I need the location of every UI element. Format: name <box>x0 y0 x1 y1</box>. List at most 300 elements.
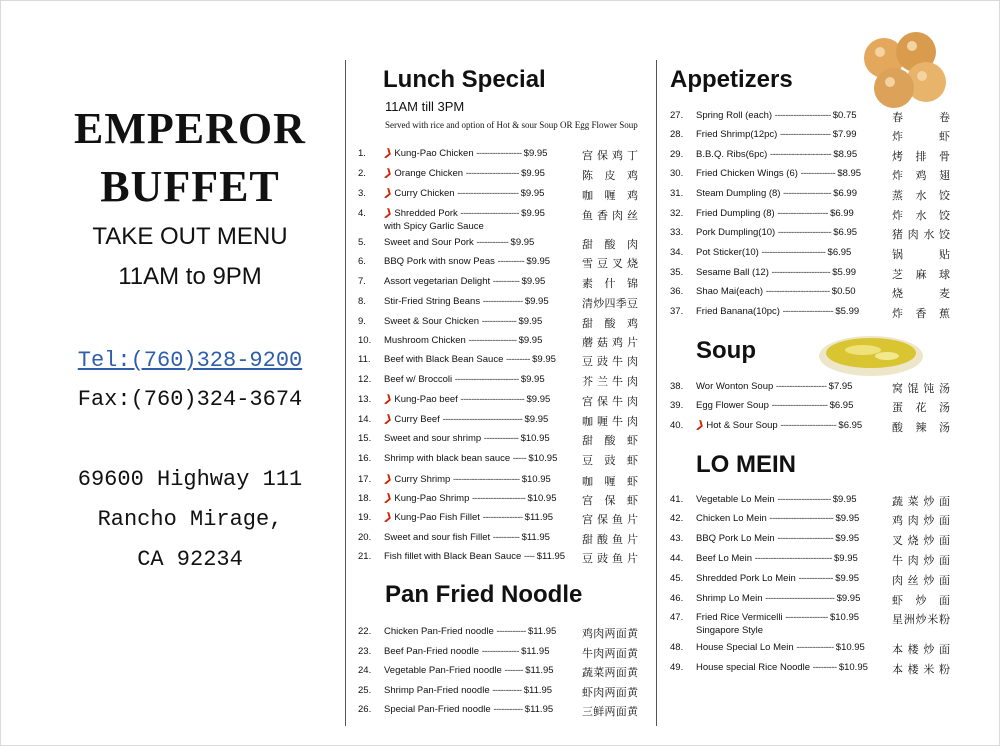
item-number: 41. <box>670 494 684 505</box>
menu-item[interactable] <box>670 494 952 512</box>
column-divider <box>345 60 346 726</box>
item-name <box>696 593 860 604</box>
item-price: $11.95 <box>536 551 566 562</box>
sesame-balls-image <box>860 30 948 112</box>
item-price: $10.95 <box>835 642 865 653</box>
item-leader-dots: --------------------- <box>777 533 836 544</box>
menu-item[interactable] <box>358 453 640 471</box>
item-chinese-name: 宫保鱼片 <box>582 514 638 526</box>
item-number: 23. <box>358 646 372 657</box>
item-leader-dots: ------------- <box>798 573 836 584</box>
item-chinese-name: 炸虾 <box>892 131 950 143</box>
phone-link[interactable]: Tel:(760)328-9200 <box>77 348 303 373</box>
item-price: $6.95 <box>827 247 852 258</box>
item-number: 8. <box>358 296 366 307</box>
lunch-special-note: Served with rice and option of Hot & sour Soup OR Egg Flower Soup <box>385 120 638 130</box>
item-number: 13. <box>358 394 372 405</box>
opening-hours: 11AM to 9PM <box>118 263 262 290</box>
lo-mein-heading: LO MEIN <box>696 451 796 478</box>
menu-item[interactable] <box>358 148 640 166</box>
item-number: 14. <box>358 414 372 425</box>
item-chinese-name: 虾炒面 <box>892 595 950 607</box>
item-price: $5.99 <box>832 267 857 278</box>
item-name <box>696 129 856 140</box>
chili-pepper-icon: ❯ <box>382 392 394 407</box>
restaurant-info <box>40 100 340 580</box>
menu-item[interactable] <box>670 513 952 531</box>
item-name-text: Sweet and Sour Pork <box>384 237 477 248</box>
menu-item[interactable] <box>670 110 952 128</box>
item-name-text: Fried Dumpling (8) <box>696 208 778 219</box>
item-chinese-name: 酸辣汤 <box>892 422 950 434</box>
item-name-text: Kung-Pao Shrimp <box>394 493 473 504</box>
item-chinese-name: 虾肉两面黄 <box>582 687 638 699</box>
menu-item[interactable] <box>670 400 952 418</box>
item-number: 19. <box>358 512 372 523</box>
menu-item[interactable] <box>358 276 640 294</box>
item-name <box>384 646 550 657</box>
menu-item[interactable] <box>358 335 640 353</box>
item-number: 20. <box>358 532 372 543</box>
item-name-text: Wor Wonton Soup <box>696 381 776 392</box>
menu-item[interactable] <box>670 208 952 226</box>
item-name <box>696 168 861 179</box>
item-leader-dots: ----------------------------- <box>754 553 835 564</box>
item-chinese-name: 炸水饺 <box>892 210 950 222</box>
menu-item[interactable] <box>670 420 952 438</box>
menu-item[interactable] <box>358 474 640 492</box>
menu-item[interactable] <box>358 206 640 232</box>
chili-pepper-icon: ❯ <box>694 418 706 433</box>
item-name-text: Beef Pan-Fried noodle <box>384 646 482 657</box>
menu-item[interactable] <box>670 306 952 324</box>
item-chinese-name: 芝麻球 <box>892 269 950 281</box>
item-number: 32. <box>670 208 684 219</box>
item-name <box>384 394 550 405</box>
item-price: $8.95 <box>837 168 862 179</box>
menu-item[interactable] <box>358 354 640 372</box>
item-name <box>696 573 859 584</box>
item-number: 10. <box>358 335 372 346</box>
chili-pepper-icon: ❯ <box>382 491 394 506</box>
item-price: $9.95 <box>510 237 535 248</box>
item-number: 16. <box>358 453 372 464</box>
item-name-text: Fried Banana(10pc) <box>696 306 783 317</box>
menu-item[interactable] <box>358 493 640 511</box>
fax-number: Fax:(760)324-3674 <box>77 387 303 412</box>
item-name-text: Fried Chicken Wings (6) <box>696 168 801 179</box>
item-name-text: Pork Dumpling(10) <box>696 227 778 238</box>
item-price: $9.95 <box>835 513 860 524</box>
menu-item[interactable] <box>358 296 640 314</box>
item-name <box>384 316 542 327</box>
item-leader-dots: ---------------------- <box>771 267 833 278</box>
item-chinese-name: 清炒四季豆 <box>582 298 638 310</box>
item-number: 43. <box>670 533 684 544</box>
menu-item[interactable] <box>358 433 640 451</box>
menu-item[interactable] <box>358 414 640 432</box>
item-chinese-name: 窝馄饨汤 <box>892 383 950 395</box>
item-name-text: Shrimp Pan-Fried noodle <box>384 685 493 696</box>
item-price: $9.95 <box>526 394 551 405</box>
item-name <box>696 267 856 278</box>
lunch-special-heading: Lunch Special <box>383 66 546 93</box>
item-chinese-name: 甜酸虾 <box>582 435 638 447</box>
item-number: 1. <box>358 148 366 159</box>
item-chinese-name: 甜酸鸡 <box>582 318 638 330</box>
item-name-text: Shrimp with black bean sauce <box>384 453 513 464</box>
item-name <box>384 685 552 696</box>
item-name <box>384 493 557 504</box>
item-name-text: House Special Lo Mein <box>696 642 797 653</box>
menu-item[interactable] <box>358 316 640 334</box>
column-divider <box>656 60 657 726</box>
item-chinese-name: 咖喱牛肉 <box>582 416 638 428</box>
item-chinese-name: 豆豉虾 <box>582 455 638 467</box>
item-chinese-name: 烤排骨 <box>892 151 950 163</box>
menu-item[interactable] <box>670 533 952 551</box>
item-leader-dots: ----------------- <box>476 148 524 159</box>
address-line2: Rancho Mirage, <box>97 507 283 532</box>
item-price: $0.50 <box>831 286 856 297</box>
item-number: 38. <box>670 381 684 392</box>
item-price: $9.95 <box>834 553 858 564</box>
item-leader-dots: -------------------- <box>777 494 833 505</box>
item-chinese-name: 蛋花汤 <box>892 402 950 414</box>
item-chinese-name: 蔬菜炒面 <box>892 496 950 508</box>
menu-item[interactable] <box>358 626 640 644</box>
item-chinese-name: 鱼香肉丝 <box>582 210 638 222</box>
chili-pepper-icon: ❯ <box>382 472 394 487</box>
item-name-text: Steam Dumpling (8) <box>696 188 784 199</box>
chili-pepper-icon: ❯ <box>382 510 394 525</box>
menu-item[interactable] <box>358 685 640 703</box>
item-leader-dots: ---------- <box>492 532 522 543</box>
item-number: 9. <box>358 316 366 327</box>
item-number: 49. <box>670 662 684 673</box>
menu-item[interactable] <box>358 532 640 550</box>
item-name-text: Curry Chicken <box>394 188 458 199</box>
item-name-text: B.B.Q. Ribs(6pc) <box>696 149 770 160</box>
item-number: 29. <box>670 149 684 160</box>
chili-pepper-icon: ❯ <box>382 186 394 201</box>
menu-item[interactable] <box>670 149 952 167</box>
item-price: $9.95 <box>518 316 543 327</box>
menu-item[interactable] <box>670 381 952 399</box>
menu-item[interactable] <box>670 612 952 636</box>
item-number: 4. <box>358 208 366 219</box>
item-chinese-name: 烧麦 <box>892 288 950 300</box>
item-name-text: Sesame Ball (12) <box>696 267 772 278</box>
item-leader-dots: ----------------------- <box>769 149 834 160</box>
item-chinese-name: 三鲜两面黄 <box>582 706 638 718</box>
soup-heading: Soup <box>696 337 756 364</box>
item-name-text: Beef Lo Mein <box>696 553 755 564</box>
item-name-text: Vegetable Lo Mein <box>696 494 778 505</box>
item-name-text: Beef w/ Broccoli <box>384 374 455 385</box>
item-name-text: Chicken Lo Mein <box>696 513 770 524</box>
item-name-text: Shredded Pork <box>394 208 461 219</box>
item-price: $11.95 <box>527 626 557 637</box>
item-price: $9.95 <box>526 256 551 267</box>
item-name-text: Hot & Sour Soup <box>706 420 781 431</box>
item-number: 28. <box>670 129 684 140</box>
item-leader-dots: --------- <box>812 662 839 673</box>
item-name <box>696 400 853 411</box>
menu-item[interactable] <box>670 553 952 571</box>
pan-fried-noodle-heading: Pan Fried Noodle <box>385 581 583 608</box>
item-name-text: Pot Sticker(10) <box>696 247 762 258</box>
item-number: 40. <box>670 420 684 431</box>
menu-item[interactable] <box>670 247 952 265</box>
item-number: 42. <box>670 513 684 524</box>
item-name-text: Sweet & Sour Chicken <box>384 316 482 327</box>
menu-item[interactable] <box>358 512 640 530</box>
item-leader-dots: ------------------------ <box>765 286 832 297</box>
item-leader-dots: ---------- <box>497 256 527 267</box>
menu-item[interactable] <box>358 646 640 664</box>
restaurant-name-line2: BUFFET <box>100 162 280 211</box>
item-name <box>384 626 556 637</box>
menu-item[interactable] <box>670 227 952 245</box>
item-leader-dots: ----------- <box>496 626 528 637</box>
item-name <box>696 110 857 121</box>
item-name-text: Spring Roll (each) <box>696 110 775 121</box>
item-price: $9.95 <box>520 188 545 199</box>
item-name <box>384 208 545 219</box>
item-name-text: Stir-Fried String Beans <box>384 296 483 307</box>
item-leader-dots: ------------------------ <box>761 247 828 258</box>
menu-item[interactable] <box>670 267 952 285</box>
item-price: $6.95 <box>838 420 863 431</box>
item-price: $9.95 <box>518 335 543 346</box>
item-leader-dots: ---------------------- <box>460 208 522 219</box>
item-name-text: Sweet and sour shrimp <box>384 433 484 444</box>
menu-item[interactable] <box>670 129 952 147</box>
item-name-text: Kung-Pao Chicken <box>394 148 477 159</box>
item-name <box>696 208 854 219</box>
item-name <box>696 662 868 673</box>
item-leader-dots: ----------- <box>492 685 524 696</box>
item-leader-dots: ------------------------- <box>452 474 522 485</box>
item-price: $8.95 <box>833 149 858 160</box>
item-number: 7. <box>358 276 366 287</box>
menu-item[interactable] <box>358 168 640 186</box>
item-leader-dots: ------------ <box>476 237 511 248</box>
item-name-text: Orange Chicken <box>394 168 466 179</box>
item-chinese-name: 豆豉牛肉 <box>582 356 638 368</box>
address <box>40 460 340 580</box>
item-price: $9.95 <box>520 374 545 385</box>
menu-item[interactable] <box>670 662 952 680</box>
item-leader-dots: ------------------- <box>777 208 831 219</box>
item-number: 30. <box>670 168 684 179</box>
item-name-text: Kung-Pao Fish Fillet <box>394 512 483 523</box>
item-name <box>696 286 856 297</box>
menu-item[interactable] <box>670 168 952 186</box>
item-name <box>696 533 859 544</box>
item-leader-dots: ----------- <box>493 704 525 715</box>
item-note: Singapore Style <box>696 625 764 636</box>
item-price: $6.99 <box>830 208 854 219</box>
item-chinese-name: 咖喱鸡 <box>582 190 638 202</box>
item-name <box>696 642 865 653</box>
item-name-text: House special Rice Noodle <box>696 662 813 673</box>
item-price: $0.75 <box>832 110 857 121</box>
item-leader-dots: ------------------------ <box>769 513 836 524</box>
item-price: $11.95 <box>523 685 553 696</box>
item-note: with Spicy Garlic Sauce <box>384 221 484 232</box>
menu-item[interactable] <box>358 394 640 412</box>
item-leader-dots: ------------- <box>800 168 838 179</box>
item-number: 2. <box>358 168 366 179</box>
item-number: 17. <box>358 474 372 485</box>
item-chinese-name: 猪肉水饺 <box>892 229 950 241</box>
item-price: $6.95 <box>833 227 858 238</box>
item-chinese-name: 蒸水饺 <box>892 190 950 202</box>
item-name <box>696 247 851 258</box>
item-price: $11.95 <box>525 665 554 676</box>
item-price: $9.95 <box>521 168 545 179</box>
item-chinese-name: 炸鸡翅 <box>892 170 950 182</box>
item-number: 47. <box>670 612 684 623</box>
item-chinese-name: 叉烧炒面 <box>892 535 950 547</box>
item-name <box>696 149 857 160</box>
item-price: $10.95 <box>838 662 868 673</box>
item-number: 26. <box>358 704 372 715</box>
item-price: $10.95 <box>521 474 551 485</box>
menu-item[interactable] <box>670 642 952 660</box>
menu-item[interactable] <box>358 704 640 722</box>
menu-item[interactable] <box>358 665 640 683</box>
menu-item[interactable] <box>358 188 640 206</box>
item-leader-dots: ---- <box>523 551 537 562</box>
item-price: $11.95 <box>524 512 554 523</box>
item-leader-dots: ----- <box>512 453 529 464</box>
item-name-text: Beef with Black Bean Sauce <box>384 354 506 365</box>
item-name-text: Shredded Pork Lo Mein <box>696 573 799 584</box>
item-leader-dots: -------------------- <box>777 227 834 238</box>
menu-item[interactable] <box>670 286 952 304</box>
item-number: 39. <box>670 400 684 411</box>
menu-item[interactable] <box>670 188 952 206</box>
item-chinese-name: 牛肉炒面 <box>892 555 950 567</box>
lunch-special-hours: 11AM till 3PM <box>385 99 465 114</box>
item-chinese-name: 炸香蕉 <box>892 308 950 320</box>
item-chinese-name: 雪豆叉烧 <box>582 258 638 270</box>
item-number: 31. <box>670 188 684 199</box>
item-number: 5. <box>358 237 366 248</box>
item-number: 24. <box>358 665 372 676</box>
menu-item[interactable] <box>358 551 640 569</box>
item-leader-dots: ------------------- <box>782 306 836 317</box>
item-number: 45. <box>670 573 684 584</box>
item-name-text: BBQ Pork with snow Peas <box>384 256 498 267</box>
item-name <box>696 381 852 392</box>
item-name <box>384 474 551 485</box>
egg-flower-soup-image <box>815 330 925 380</box>
item-price: $7.95 <box>828 381 853 392</box>
item-name <box>384 704 553 715</box>
item-price: $5.99 <box>835 306 860 317</box>
item-number: 46. <box>670 593 684 604</box>
menu-item[interactable] <box>358 374 640 392</box>
item-number: 35. <box>670 267 684 278</box>
menu-item[interactable] <box>358 237 640 255</box>
item-number: 36. <box>670 286 684 297</box>
item-name-text: Shao Mai(each) <box>696 286 766 297</box>
item-name-text: Fried Shrimp(12pc) <box>696 129 780 140</box>
item-price: $7.99 <box>832 129 857 140</box>
appetizers-heading: Appetizers <box>670 66 793 93</box>
item-price: $11.95 <box>521 646 550 657</box>
item-name-text: Chicken Pan-Fried noodle <box>384 626 497 637</box>
address-line3: CA 92234 <box>137 547 243 572</box>
menu-item[interactable] <box>358 256 640 274</box>
item-name-text: Curry Shrimp <box>394 474 453 485</box>
item-chinese-name: 宫保牛肉 <box>582 396 638 408</box>
item-name <box>384 237 534 248</box>
item-number: 21. <box>358 551 372 562</box>
item-number: 48. <box>670 642 684 653</box>
item-price: $9.95 <box>521 276 546 287</box>
item-number: 27. <box>670 110 684 121</box>
item-name <box>696 494 857 505</box>
item-leader-dots: --------------- <box>482 296 525 307</box>
item-leader-dots: ---------- <box>492 276 522 287</box>
item-leader-dots: --------------------- <box>774 110 833 121</box>
item-price: $9.95 <box>532 354 556 365</box>
item-name-text: Egg Flower Soup <box>696 400 772 411</box>
item-chinese-name: 豆豉鱼片 <box>582 553 638 565</box>
item-name <box>384 256 550 267</box>
item-price: $10.95 <box>520 433 550 444</box>
item-leader-dots: ------- <box>504 665 526 676</box>
item-price: $6.95 <box>829 400 854 411</box>
item-leader-dots: --------------- <box>482 512 525 523</box>
item-name <box>696 420 862 431</box>
item-price: $11.95 <box>524 704 554 715</box>
item-name-text: Fried Rice Vermicelli <box>696 612 786 623</box>
item-number: 11. <box>358 354 371 365</box>
item-name <box>384 665 554 676</box>
item-name <box>384 453 557 464</box>
item-price: $9.95 <box>832 494 857 505</box>
item-leader-dots: ------------------- <box>775 381 829 392</box>
item-name <box>696 553 858 564</box>
item-chinese-name: 陈皮鸡 <box>582 170 638 182</box>
item-name <box>384 414 548 425</box>
item-number: 12. <box>358 374 372 385</box>
item-price: $10.95 <box>829 612 860 623</box>
menu-item[interactable] <box>670 573 952 591</box>
item-chinese-name: 星洲炒米粉 <box>892 614 950 626</box>
item-name-text: Vegetable Pan-Fried noodle <box>384 665 505 676</box>
item-name <box>384 276 545 287</box>
item-chinese-name: 本楼炒面 <box>892 644 950 656</box>
item-price: $9.95 <box>523 148 548 159</box>
item-chinese-name: 素什锦 <box>582 278 638 290</box>
item-price: $11.95 <box>521 532 550 543</box>
item-chinese-name: 锅贴 <box>892 249 950 261</box>
item-leader-dots: ------------------ <box>468 335 519 346</box>
item-name <box>384 374 545 385</box>
item-leader-dots: ------------------- <box>779 129 833 140</box>
menu-item[interactable] <box>670 593 952 611</box>
item-price: $9.95 <box>524 296 549 307</box>
restaurant-name-line1: EMPEROR <box>74 104 306 153</box>
item-price: $9.95 <box>835 533 860 544</box>
